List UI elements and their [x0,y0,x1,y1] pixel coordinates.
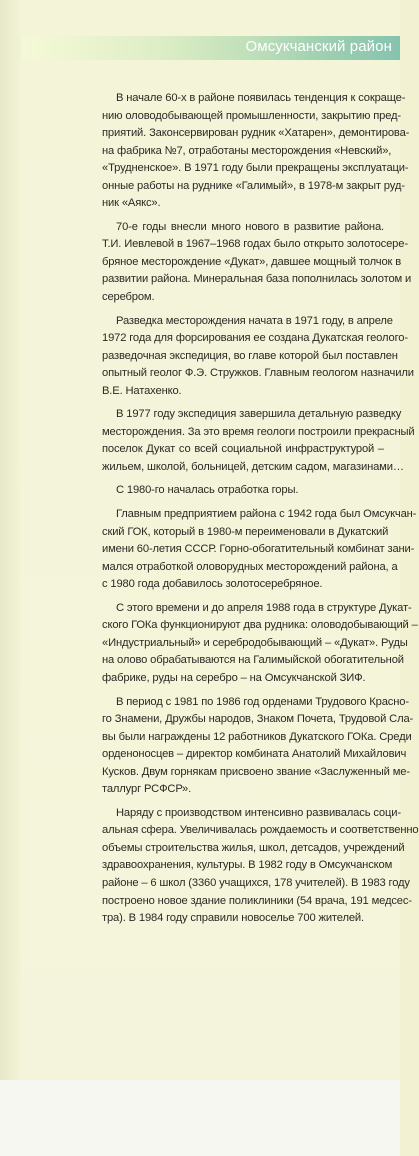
text-line: Разведка месторождения начата в 1971 году, в апреле [116,314,393,327]
text-line: В начале 60-х в районе появилась тенденция к сокраще- [116,92,406,104]
book-gutter [0,0,20,1156]
text-line: Наряду с производством интенсивно развивалась соци- [116,806,401,819]
text-line: районе – 6 школ (3360 учащихся, 178 учителей). В 1983 году [102,876,410,889]
text-line: на фабрика №7, отработаны месторождения «Невский», [102,144,392,157]
text-line: бряное месторождение «Дукат», давшее мощный толчок в [102,255,402,268]
text-line: построено новое здание поликлиники (54 врача, 191 медсес- [102,894,412,907]
paragraph [102,313,414,401]
text-line: С этого времени и до апреля 1988 года в структуре Дукат- [116,601,412,614]
text-line: мался отработкой оловорудных месторождений района, а [102,560,398,573]
text-line: имени 60-летия СССР. Горно-обогатительный комбинат зани- [102,543,415,556]
text-line: Главным предприятием района с 1942 года был Омсукчан- [116,508,417,521]
text-line: развитии района. Минеральная база пополнилась золотом и [102,273,412,286]
text-line: Т.И. Иевлевой в 1967–1968 годах было открыто золотосере- [102,238,408,251]
text-line: Кусков. Двум горнякам присвоено звание «Заслуженный ме- [102,765,410,778]
text-line: «Индустриальный» и серебродобывающий – «Дукат». Руды [102,636,408,649]
text-line: на олово обрабатываются на Галимыйской обогатительной [102,654,404,667]
text-line: с 1980 года добавилось золотосеребряное. [102,578,323,591]
text-line: «Трудненское». В 1971 году были прекращены эксплуатаци- [102,162,409,175]
paragraph [102,406,415,476]
text-line: В период с 1981 по 1986 год орденами Трудового Красно- [116,695,409,708]
text-line: С 1980-го началась отработка горы. [116,484,299,497]
text-line: 1972 года для форсирования ее создана Дукатская геолого- [102,332,408,345]
paragraph [102,694,414,799]
text-line: приятий. Законсервирован рудник «Хатарен», демонтирова- [102,127,410,140]
paragraph [102,219,412,307]
section-header-bar [22,36,400,60]
text-line: онные работы на руднике «Галимый», в 1978-м закрыт руд- [102,179,405,192]
paragraph [102,506,417,594]
text-line: 70-е годы внесли много нового в развитие района. [116,220,384,233]
paragraph [102,90,410,213]
text-line: го Знамени, Дружбы народов, Знаком Почета, Трудовой Сла- [102,713,414,726]
text-line: фабрике, руды на серебро – на Омсукчанской ЗИФ. [102,671,366,684]
paragraph [102,482,384,500]
paragraph [102,805,419,928]
text-line: объемы строительства жилья, школ, детсадов, учреждений [102,841,405,854]
text-line: здравоохранения, культуры. В 1982 году в Омсукчанском [102,859,393,872]
paragraph [102,600,418,688]
text-line: альная сфера. Увеличивалась рождаемость и соответственно [102,824,419,837]
text-line: В 1977 году экспедиция завершила детальную разведку [116,408,402,421]
text-line: таллург РСФСР». [102,783,192,796]
text-line: ник «Аякс». [102,197,161,210]
section-title: Омсукчанский район [245,38,392,55]
text-line: нию оловодобывающей промышленности, закрытию пред- [102,109,401,122]
text-line: опытный геолог Ф.Э. Стружков. Главным геологом назначили [102,367,414,380]
text-line: вы были награждены 12 работников Дукатского ГОКа. Среди [102,730,412,743]
text-line: серебром. [102,291,155,304]
text-line: поселок Дукат со всей социальной инфраструктурой – [102,443,384,456]
text-line: тра). В 1984 году справили новоселье 700 жителей. [102,912,364,925]
text-line: ского ГОКа функционируют два рудника: оловодобывающий – [102,619,418,632]
text-line: В.Е. Натахенко. [102,384,182,397]
text-line: жильем, школой, больницей, детским садом, магазинами… [102,460,404,473]
article-body [102,90,419,928]
text-line: месторождения. За это время геологи построили прекрасный [102,425,415,438]
page-bottom-margin [0,1080,400,1156]
text-line: ский ГОК, который в 1980-м переименовали в Дукатский [102,525,389,538]
text-line: разведочная экспедиция, во главе которой был поставлен [102,349,398,362]
text-line: орденоносцев – директор комбината Анатолий Михайлович [102,748,407,761]
